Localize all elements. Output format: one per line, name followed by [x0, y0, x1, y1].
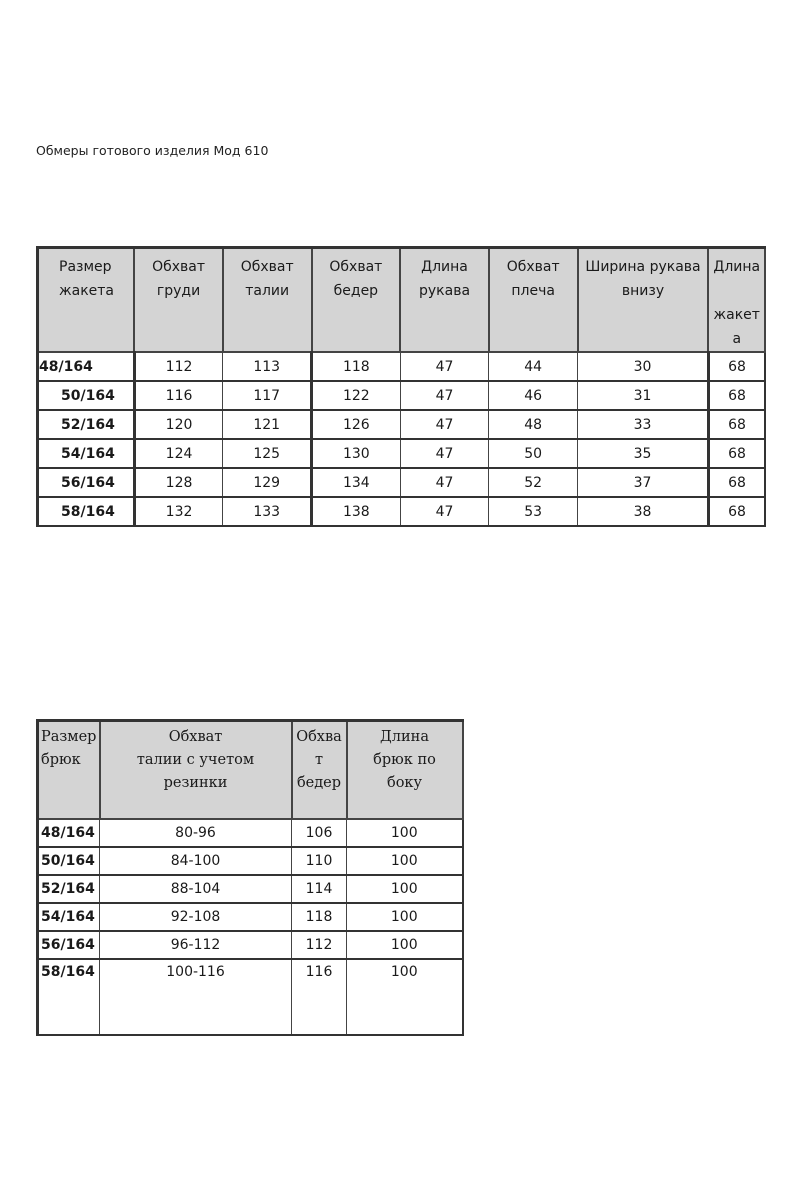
trousers-row — [38, 847, 463, 875]
jacket-row-cell: 38 — [578, 497, 709, 526]
trousers-row-size-cell: 56/164 — [38, 931, 100, 959]
jacket-header-sleeve-length: Длина рукава — [400, 248, 489, 353]
jacket-row-cell: 68 — [708, 497, 765, 526]
trousers-size-table — [36, 719, 464, 1036]
trousers-row — [38, 875, 463, 903]
jacket-row-cell: 128 — [134, 468, 223, 497]
jacket-row-cell: 112 — [134, 352, 223, 381]
jacket-row-cell: 68 — [708, 381, 765, 410]
jacket-row-cell: 68 — [708, 468, 765, 497]
jacket-size-table — [36, 246, 766, 527]
trousers-row-cell: 100 — [347, 931, 463, 959]
trousers-row-cell: 100 — [347, 875, 463, 903]
jacket-row-cell: 68 — [708, 439, 765, 468]
jacket-row-cell: 113 — [223, 352, 312, 381]
jacket-row — [38, 468, 766, 497]
jacket-row-cell: 68 — [708, 410, 765, 439]
jacket-row-cell: 132 — [134, 497, 223, 526]
jacket-row-cell: 134 — [312, 468, 401, 497]
trousers-row-cell: 96-112 — [100, 931, 292, 959]
page-title: Обмеры готового изделия Мод 610 — [36, 143, 269, 158]
jacket-row-cell: 47 — [400, 468, 489, 497]
trousers-row-cell: 112 — [292, 931, 347, 959]
trousers-row-cell: 110 — [292, 847, 347, 875]
trousers-row-cell: 100 — [347, 819, 463, 847]
jacket-row-cell: 47 — [400, 410, 489, 439]
jacket-row-cell: 122 — [312, 381, 401, 410]
trousers-row-size-cell: 50/164 — [38, 847, 100, 875]
trousers-row-cell: 114 — [292, 875, 347, 903]
jacket-row-cell: 31 — [578, 381, 709, 410]
trousers-row-cell: 100 — [347, 847, 463, 875]
jacket-header-waist: Обхват талии — [223, 248, 312, 353]
jacket-row-cell: 116 — [134, 381, 223, 410]
jacket-row-cell: 53 — [489, 497, 578, 526]
jacket-row — [38, 497, 766, 526]
trousers-row-size-cell: 48/164 — [38, 819, 100, 847]
jacket-row-cell: 30 — [578, 352, 709, 381]
trousers-row-cell: 100 — [347, 959, 463, 1035]
trousers-header-hips: Обхва т бедер — [292, 721, 347, 820]
trousers-row-size-cell: 52/164 — [38, 875, 100, 903]
trousers-row-size-cell: 58/164 — [38, 959, 100, 1035]
jacket-row-cell: 68 — [708, 352, 765, 381]
trousers-row-cell: 84-100 — [100, 847, 292, 875]
jacket-row-size-cell: 58/164 — [38, 497, 135, 526]
jacket-header-row — [38, 248, 766, 353]
trousers-row-cell: 92-108 — [100, 903, 292, 931]
trousers-row-cell: 88-104 — [100, 875, 292, 903]
trousers-row-size-cell: 54/164 — [38, 903, 100, 931]
jacket-row — [38, 439, 766, 468]
jacket-row-cell: 37 — [578, 468, 709, 497]
jacket-header-shoulder: Обхват плеча — [489, 248, 578, 353]
jacket-row-cell: 125 — [223, 439, 312, 468]
jacket-row — [38, 352, 766, 381]
trousers-row-cell: 118 — [292, 903, 347, 931]
jacket-row-cell: 138 — [312, 497, 401, 526]
jacket-row-cell: 121 — [223, 410, 312, 439]
jacket-row-cell: 129 — [223, 468, 312, 497]
trousers-row-cell: 116 — [292, 959, 347, 1035]
jacket-row-cell: 35 — [578, 439, 709, 468]
trousers-row-cell: 100 — [347, 903, 463, 931]
jacket-row-cell: 47 — [400, 352, 489, 381]
trousers-row-cell: 100-116 — [100, 959, 292, 1035]
jacket-row-size-cell: 54/164 — [38, 439, 135, 468]
jacket-row-size-cell: 48/164 — [38, 352, 135, 381]
jacket-row-cell: 46 — [489, 381, 578, 410]
jacket-header-jacket-length: Длина жакет а — [708, 248, 765, 353]
jacket-row — [38, 410, 766, 439]
trousers-row — [38, 819, 463, 847]
jacket-row-cell: 47 — [400, 439, 489, 468]
jacket-row-cell: 50 — [489, 439, 578, 468]
jacket-row-cell: 124 — [134, 439, 223, 468]
trousers-header-length: Длина брюк по боку — [347, 721, 463, 820]
jacket-row-cell: 33 — [578, 410, 709, 439]
jacket-row-cell: 130 — [312, 439, 401, 468]
jacket-row-cell: 133 — [223, 497, 312, 526]
trousers-header-size: Размер брюк — [38, 721, 100, 820]
trousers-row-cell: 80-96 — [100, 819, 292, 847]
jacket-row-size-cell: 52/164 — [38, 410, 135, 439]
jacket-row-cell: 52 — [489, 468, 578, 497]
trousers-row — [38, 903, 463, 931]
jacket-row-cell: 126 — [312, 410, 401, 439]
jacket-row-cell: 117 — [223, 381, 312, 410]
trousers-row-cell: 106 — [292, 819, 347, 847]
jacket-header-sleeve-width: Ширина рукава внизу — [578, 248, 709, 353]
jacket-header-hips: Обхват бедер — [312, 248, 401, 353]
trousers-header-row — [38, 721, 463, 820]
jacket-header-size: Размер жакета — [38, 248, 135, 353]
jacket-row-size-cell: 50/164 — [38, 381, 135, 410]
trousers-header-waist: Обхват талии с учетом резинки — [100, 721, 292, 820]
trousers-row — [38, 931, 463, 959]
jacket-row-cell: 120 — [134, 410, 223, 439]
trousers-row — [38, 959, 463, 1035]
jacket-row-cell: 47 — [400, 381, 489, 410]
jacket-row-size-cell: 56/164 — [38, 468, 135, 497]
jacket-row-cell: 48 — [489, 410, 578, 439]
jacket-row — [38, 381, 766, 410]
jacket-row-cell: 47 — [400, 497, 489, 526]
jacket-row-cell: 118 — [312, 352, 401, 381]
jacket-header-chest: Обхват груди — [134, 248, 223, 353]
jacket-row-cell: 44 — [489, 352, 578, 381]
